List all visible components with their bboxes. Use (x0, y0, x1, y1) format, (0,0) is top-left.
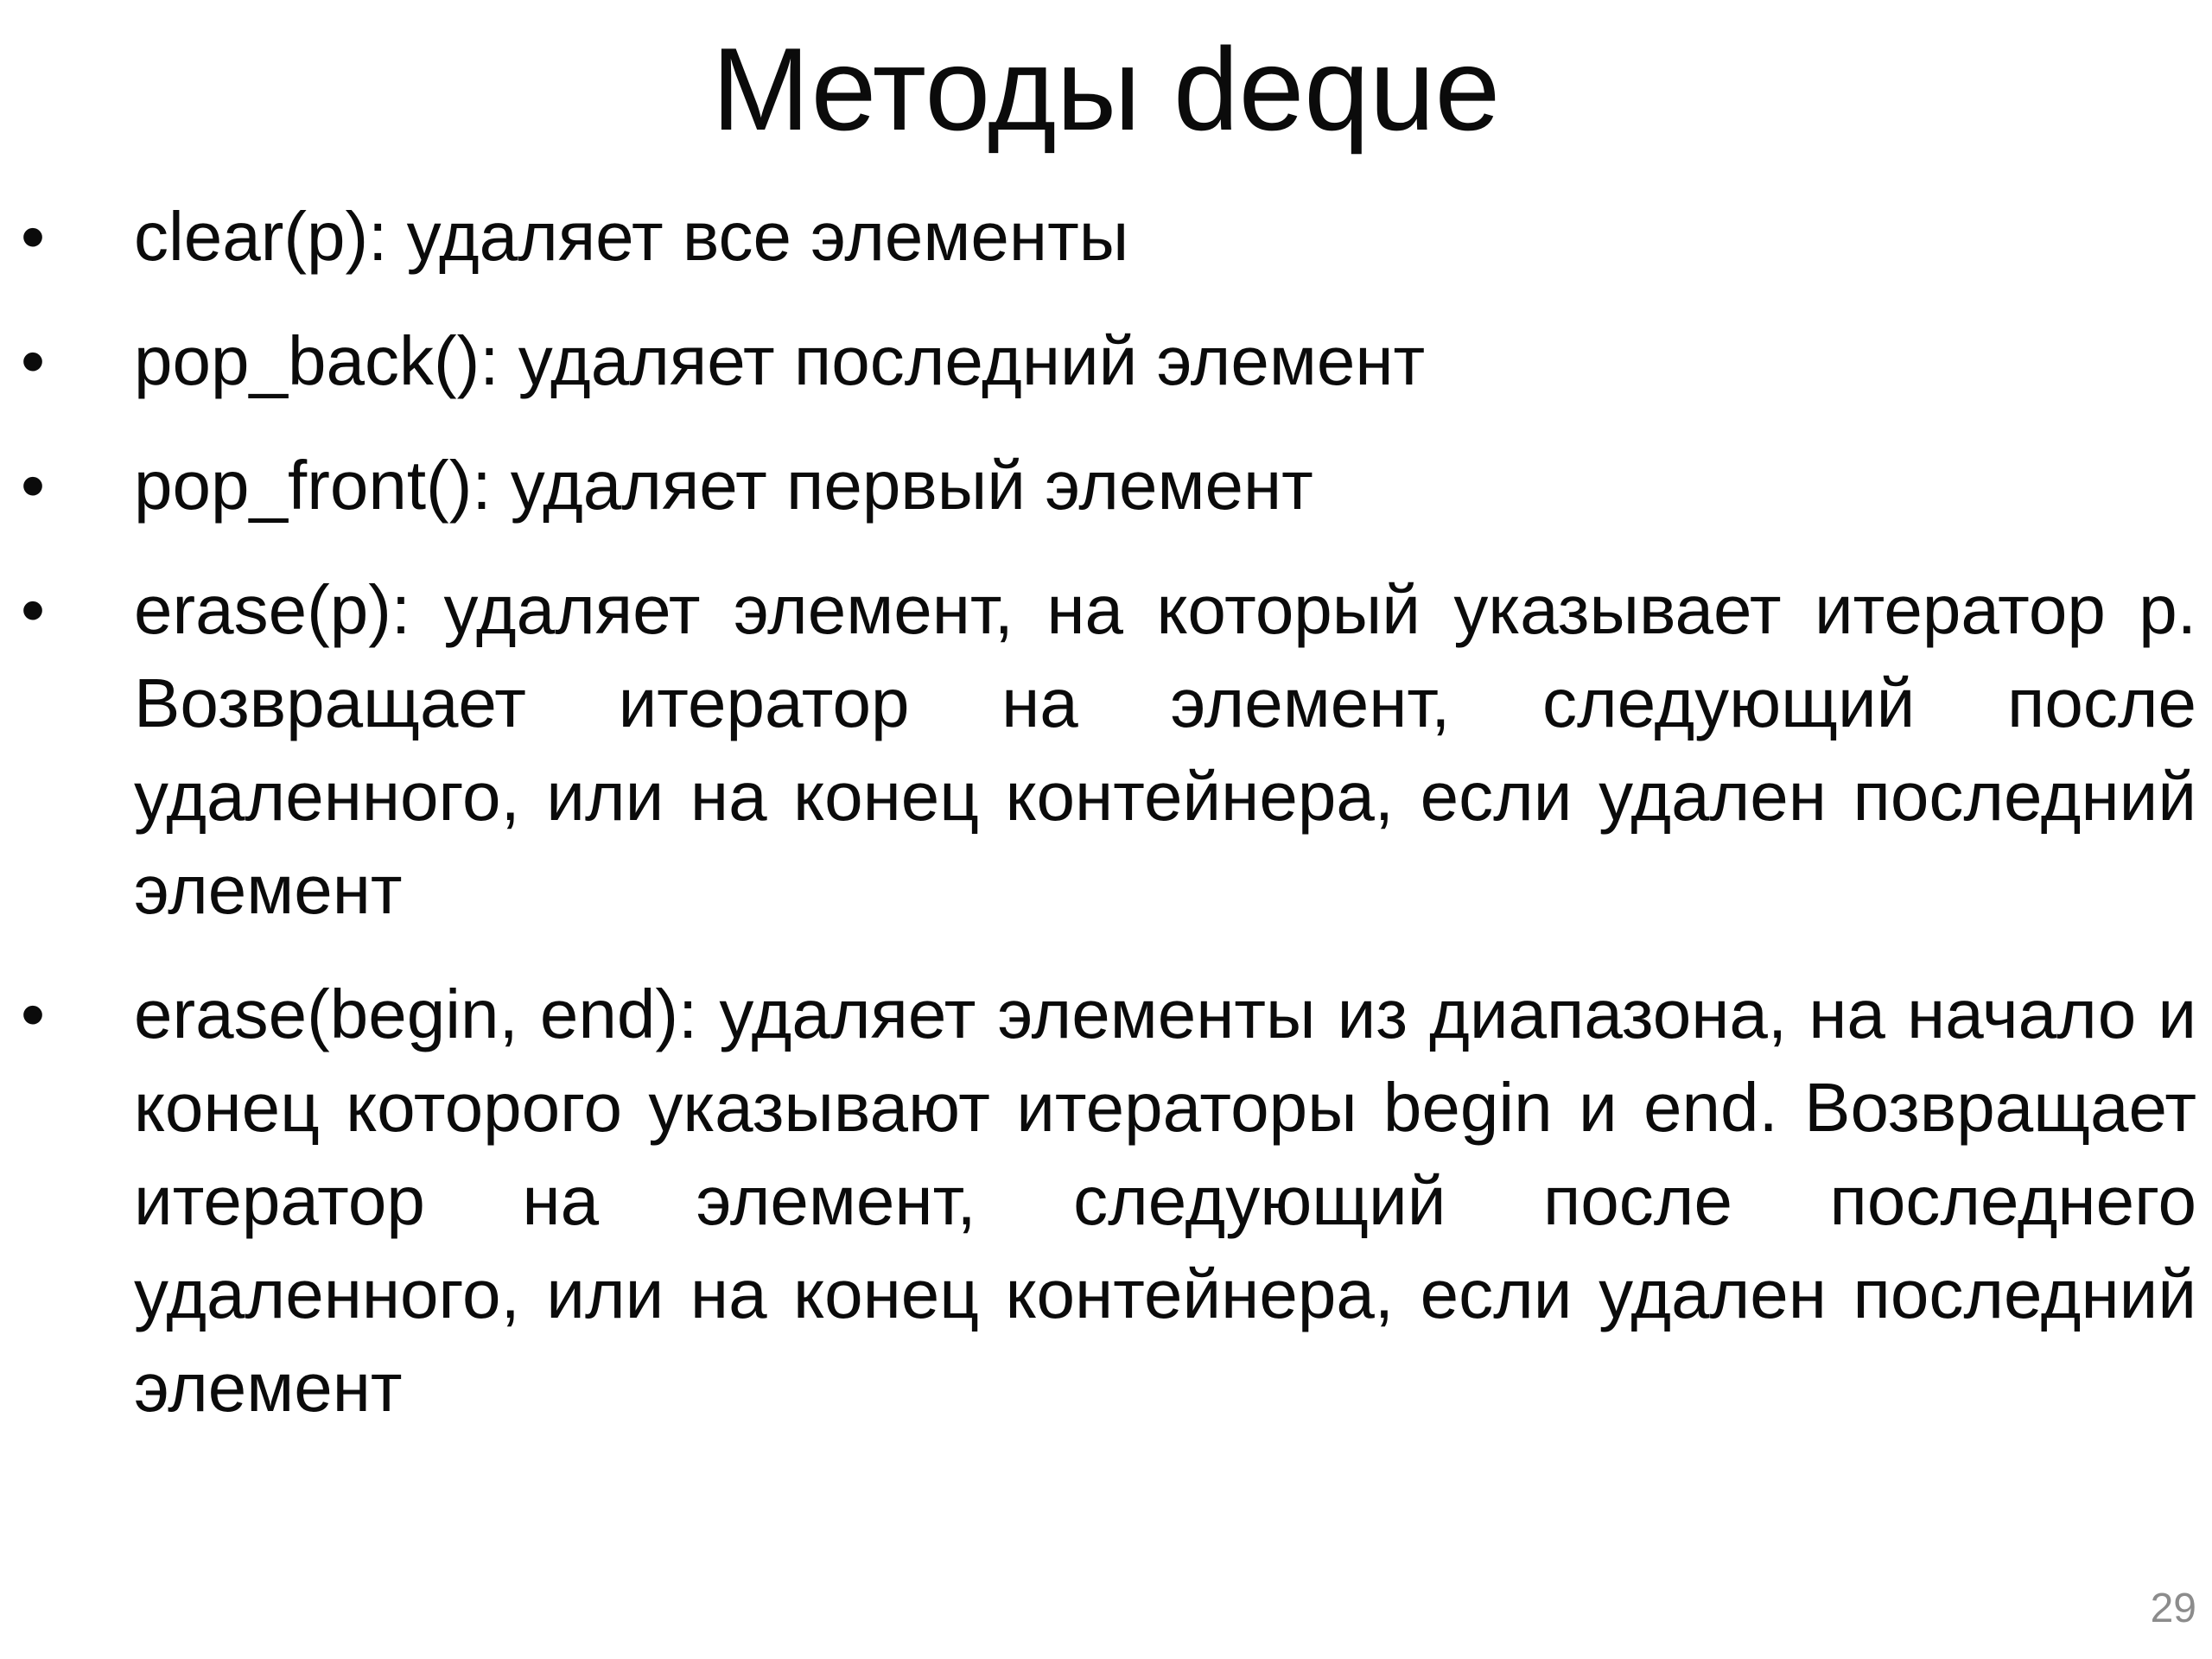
bullet-text: pop_back(): удаляет последний элемент (134, 322, 1426, 399)
bullet-text: erase(begin, end): удаляет элементы из диапазона, на начало и конец которого указывают итераторы begin и end. Возвращает итератор на элемент, следующий после последнего удаленного, или на конец контейнера, если удален последний элемент (134, 976, 2196, 1426)
bullet-text: clear(p): удаляет все элементы (134, 198, 1129, 275)
bullet-dot-icon: • (21, 571, 46, 648)
bullet-dot-icon: • (21, 198, 46, 275)
bullet-dot-icon: • (21, 447, 46, 524)
bullet-list (0, 190, 2212, 1465)
bullet-item-pop-front (0, 439, 2212, 532)
bullet-text: pop_front(): удаляет первый элемент (134, 447, 1313, 524)
bullet-item-erase-p (0, 563, 2212, 937)
page-number: 29 (2150, 1586, 2196, 1631)
slide-title: Методы deque (711, 23, 1501, 155)
bullet-item-erase-range (0, 968, 2212, 1434)
bullet-item-clear (0, 190, 2212, 283)
bullet-dot-icon: • (21, 322, 46, 399)
bullet-dot-icon: • (21, 976, 46, 1052)
bullet-item-pop-back (0, 315, 2212, 408)
bullet-text: erase(p): удаляет элемент, на который указывает итератор p. Возвращает итератор на элемент, следующий после удаленного, или на конец контейнера, если удален последний элемент (134, 571, 2196, 928)
